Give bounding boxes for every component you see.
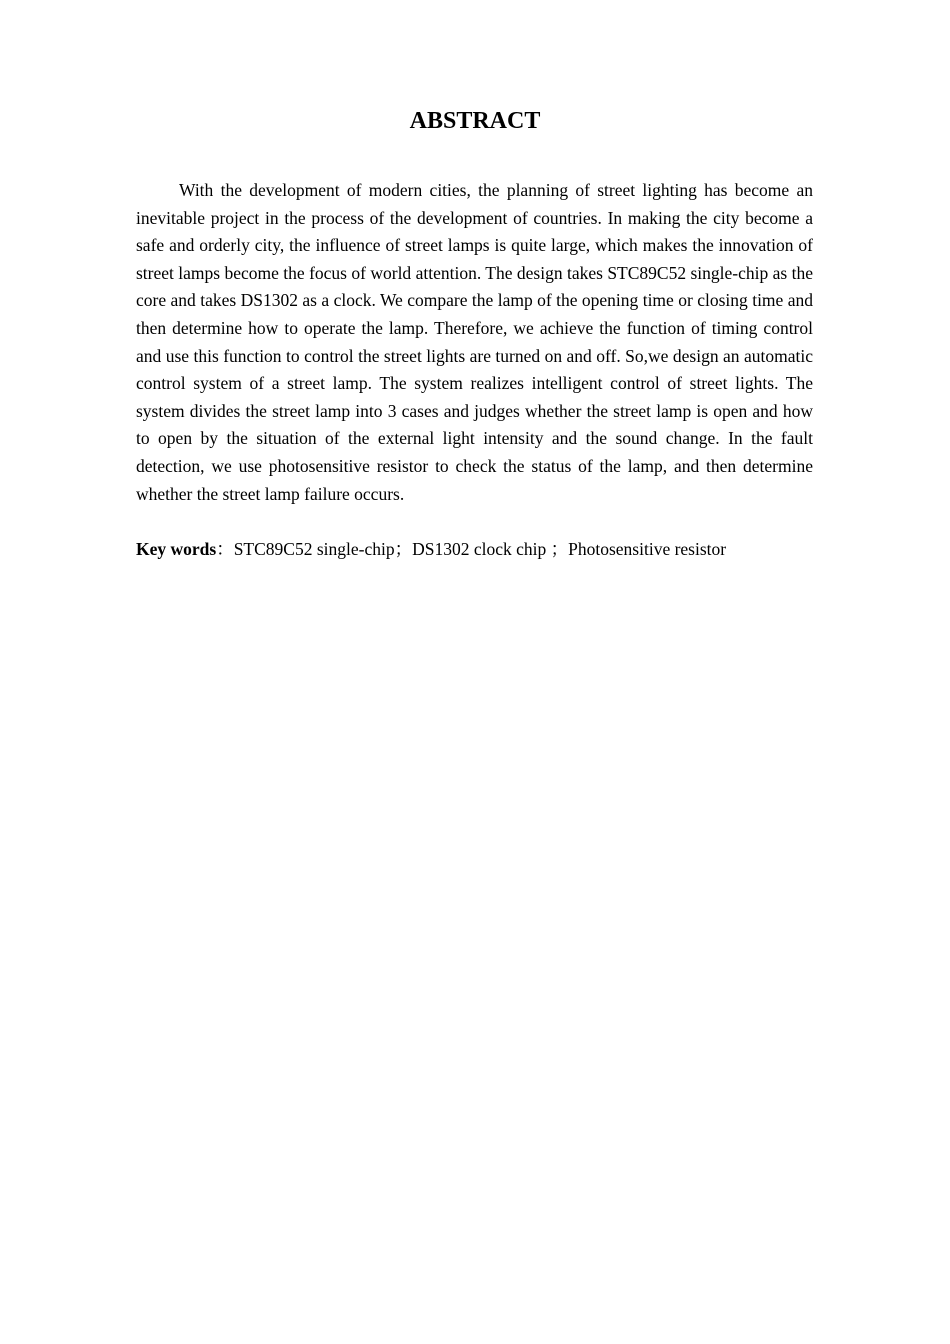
abstract-body: With the development of modern cities, the planning of street lighting has become an inevitable project in the process of the development of countries. In making the city become a safe and orderly city, the influence of street lamps is quite large, which makes the innovation of street lamps become the focus of world attention. The design takes STC89C52 single-chip as the core and takes DS1302 as a clock. We compare the lamp of the opening time or closing time and then determine how to operate the lamp. Therefore, we achieve the function of timing control and use this function to control the street lights are turned on and off. So,we design an automatic control system of a street lamp. The system realizes intelligent control of street lights. The system divides the street lamp into 3 cases and judges whether the street lamp is open and how to open by the situation of the external light intensity and the sound change. In the fault detection, we use photosensitive resistor to check the status of the lamp, and then determine whether the street lamp failure occurs. <box>136 180 813 504</box>
abstract-title: ABSTRACT <box>409 108 541 134</box>
keywords-separator: ： <box>216 539 234 559</box>
keywords-line <box>136 536 836 564</box>
keywords-list: STC89C52 single-chip；DS1302 clock chip ；Photosensitive resistor <box>233 539 727 559</box>
keywords-label: Key words <box>136 539 217 559</box>
